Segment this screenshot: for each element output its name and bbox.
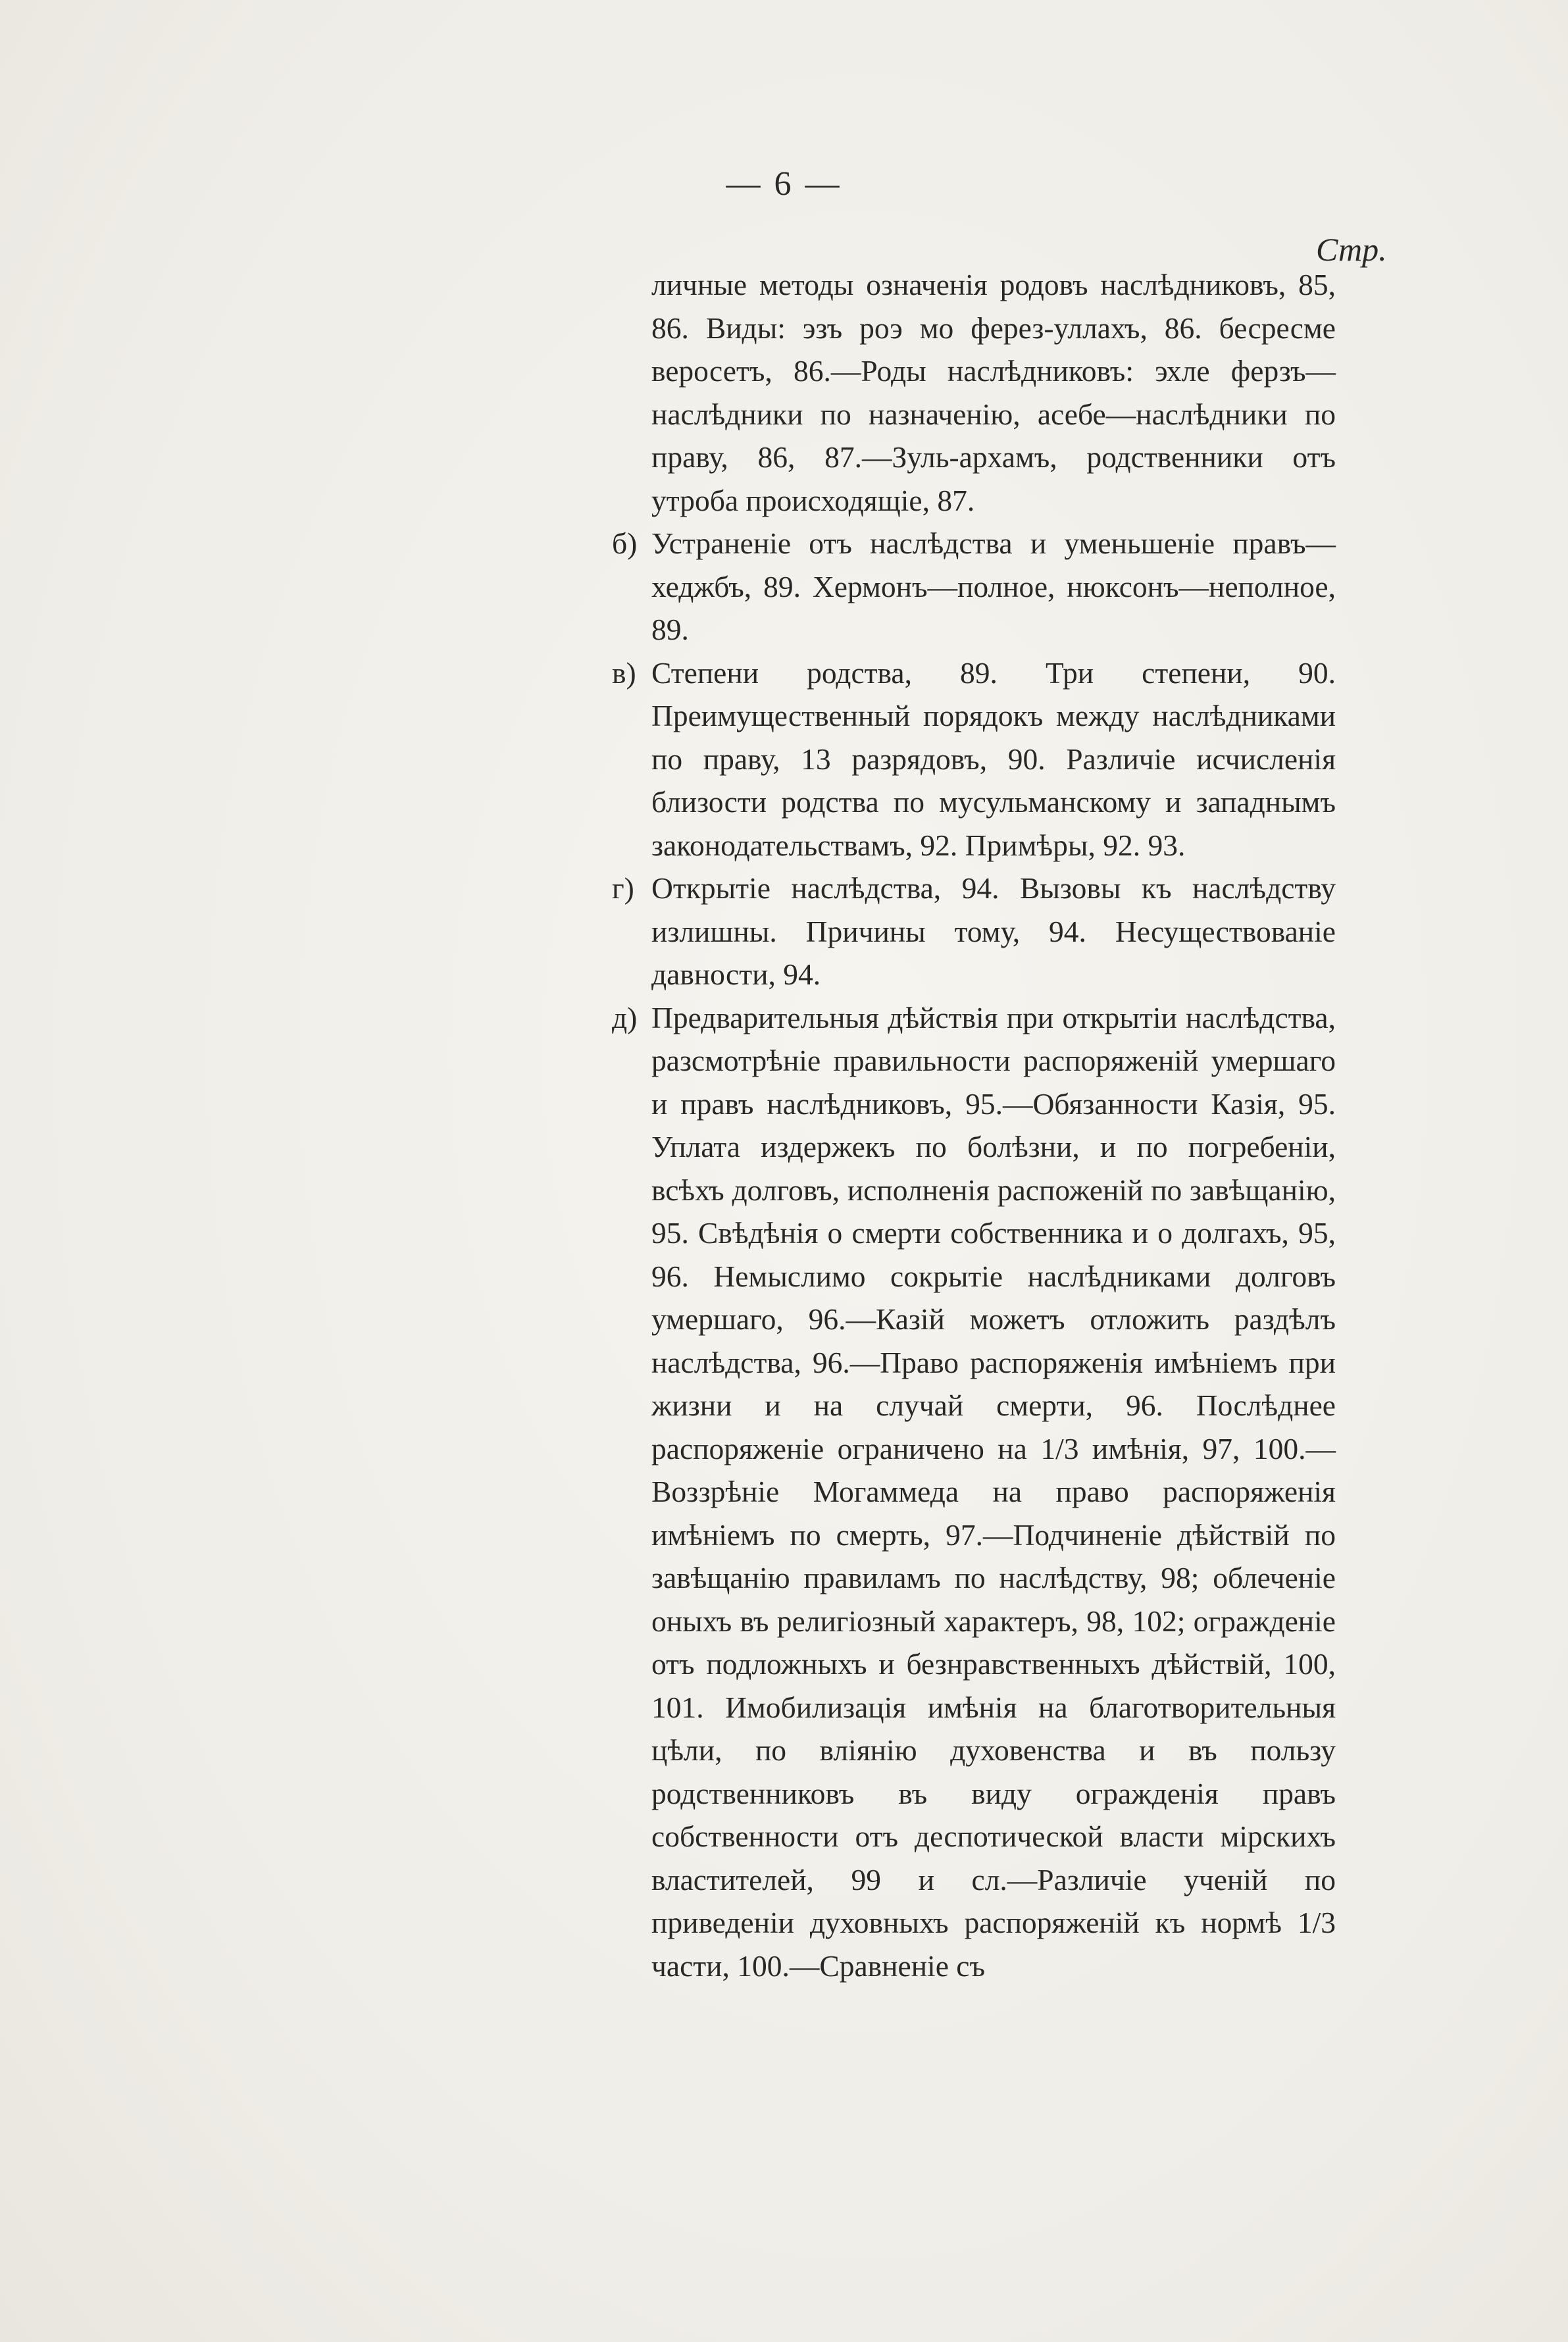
- index-entry-v: [612, 651, 1336, 867]
- entry-marker: в): [612, 655, 636, 690]
- entry-text: Устраненіе отъ наслѣдства и уменьшеніе правъ—хеджбъ, 89. Хермонъ—полное, нюксонъ—неполное, 89.: [651, 526, 1336, 646]
- entry-marker: д): [612, 1000, 638, 1034]
- index-entry-b: [612, 522, 1336, 651]
- index-entry-g: [612, 867, 1336, 996]
- entry-text: Открытіе наслѣдства, 94. Вызовы къ наслѣдству излишны. Причины тому, 94. Несуществованіе давности, 94.: [651, 871, 1336, 991]
- entry-marker: г): [612, 871, 634, 905]
- index-entry-d: [612, 996, 1336, 1988]
- entry-text: личные методы означенія родовъ наслѣдниковъ, 85, 86. Виды: эзъ роэ мо ферез-уллахъ, 86. бесресме веросетъ, 86.—Роды наслѣдниковъ: эхле ферзъ—наслѣдники по назначенію, асебе—наслѣдники по праву, 86, 87.—Зуль-архамъ, родственники отъ утроба происходящіе, 87.: [651, 268, 1336, 517]
- index-entry-continued: [612, 263, 1336, 522]
- index-entries: [612, 263, 1336, 1987]
- page-column-label: Стр.: [1316, 231, 1387, 268]
- entry-text: Предварительныя дѣйствія при открытіи наслѣдства, разсмотрѣніе правильности распоряженій умершаго и правъ наслѣдниковъ, 95.—Обязанности Казія, 95. Уплата издержекъ по болѣзни, и по погребенiи, всѣхъ долговъ, исполненія распоженій по завѣщанію, 95. Свѣдѣнія о смерти собственника и о долгахъ, 95, 96. Немыслимо сокрытіе наслѣдниками долговъ умершаго, 96.—Казій можетъ отложить раздѣлъ наслѣдства, 96.—Право распоряженія имѣніемъ при жизни и на случай смерти, 96. Послѣднее распоряженіе ограничено на 1/3 имѣнія, 97, 100.—Воззрѣніе Могаммеда на право распоряженія имѣніемъ по смерть, 97.—Подчиненіе дѣйствій по завѣщанію правиламъ по наслѣдству, 98; облеченіе оныхъ въ религіозный характеръ, 98, 102; огражденіе отъ подложныхъ и безнравственныхъ дѣйствій, 100, 101. Имобилизація имѣнія на благотворительныя цѣли, по вліянію духовенства и въ пользу родственниковъ въ виду огражденія правъ собственности отъ деспотической власти мірскихъ властителей, 99 и сл.—Различіе ученій по приведеніи духовныхъ распоряженій къ нормѣ 1/3 части, 100.—Сравненіе съ: [651, 1000, 1336, 1983]
- page-number: — 6 —: [726, 165, 842, 203]
- entry-text: Степени родства, 89. Три степени, 90. Преимущественный порядокъ между наслѣдниками по праву, 13 разрядовъ, 90. Различіе исчисленія близости родства по мусульманскому и западнымъ законодательствамъ, 92. Примѣры, 92. 93.: [651, 655, 1336, 862]
- entry-marker: б): [612, 526, 638, 560]
